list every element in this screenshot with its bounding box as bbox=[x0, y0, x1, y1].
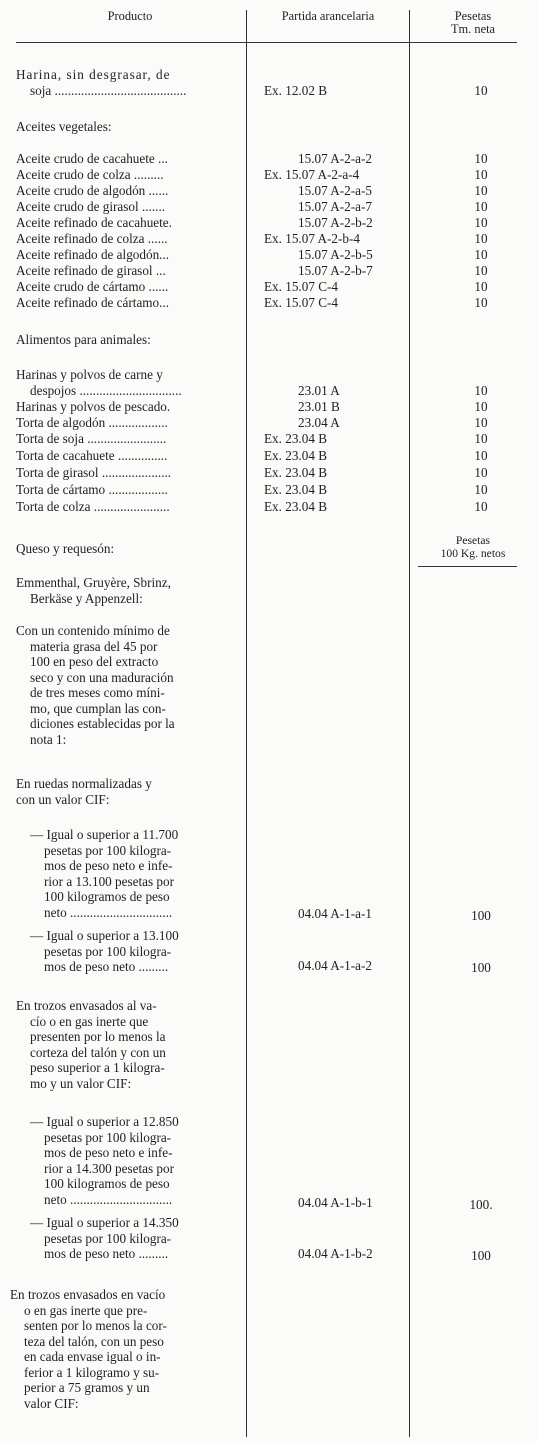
row-product: Torta de cártamo .................. bbox=[16, 482, 168, 497]
item-line: rior a 14.300 pesetas por bbox=[44, 1160, 175, 1176]
price-unit-rule bbox=[418, 566, 517, 567]
row-code: Ex. 23.04 B bbox=[264, 431, 328, 446]
paragraph-line: teza del talón, con un peso bbox=[24, 1333, 164, 1349]
row-code: Ex. 15.07 C-4 bbox=[264, 295, 338, 310]
row-code: 04.04 A-1-b-2 bbox=[298, 1246, 373, 1261]
row-code: 15.07 A-2-b-5 bbox=[298, 247, 373, 262]
row-value: 10 bbox=[474, 83, 488, 98]
price-condition-item bbox=[16, 1215, 242, 1262]
paragraph-line: cío o en gas inerte que bbox=[30, 1013, 149, 1029]
header-price-line1: Pesetas bbox=[454, 9, 492, 23]
row-value: 10 bbox=[474, 151, 488, 166]
row-value: 10 bbox=[474, 215, 488, 230]
paragraph-line: mo, que cumplan las con- bbox=[30, 700, 166, 716]
row-code: Ex. 23.04 B bbox=[264, 465, 328, 480]
row-code: Ex. 23.04 B bbox=[264, 499, 328, 514]
item-line: 100 kilogramos de peso bbox=[44, 889, 170, 904]
cheese-types-line: Berkäse y Appenzell: bbox=[30, 590, 143, 606]
row-code: 23.01 B bbox=[298, 399, 340, 414]
row-code: 15.07 A-2-a-2 bbox=[298, 151, 372, 166]
row-product: Aceite refinado de cacahuete. bbox=[16, 215, 172, 230]
row-code: 04.04 A-1-a-2 bbox=[298, 958, 372, 973]
row-product: Aceite refinado de cártamo... bbox=[16, 295, 170, 310]
row-code: 15.07 A-2-a-7 bbox=[298, 199, 372, 214]
row-code: Ex. 23.04 B bbox=[264, 482, 328, 497]
paragraph-line: materia grasa del 45 por bbox=[30, 638, 158, 654]
paragraph-line: o en gas inerte que pre- bbox=[24, 1302, 148, 1318]
header-price bbox=[420, 10, 526, 36]
row-value: 10 bbox=[474, 279, 488, 294]
paragraph-line: perior a 75 gramos y un bbox=[24, 1380, 150, 1395]
row-value: 10 bbox=[474, 431, 488, 446]
fat-condition-paragraph bbox=[16, 623, 242, 747]
row-value: 10 bbox=[474, 183, 488, 198]
item-line: mos de peso neto e infe- bbox=[44, 858, 173, 873]
section-heading-cheese: Queso y requesón: bbox=[16, 541, 115, 556]
item-line: mos de peso neto ......... bbox=[44, 1246, 169, 1261]
item-line: pesetas por 100 kilogra- bbox=[44, 1230, 172, 1246]
row-value: 100. bbox=[469, 1197, 493, 1212]
row-product: Torta de soja ........................ bbox=[16, 431, 167, 446]
paragraph-line: diciones establecidas por la bbox=[30, 716, 175, 731]
row-value: 10 bbox=[474, 383, 488, 398]
paragraph-line: ferior a 1 kilogramo y su- bbox=[24, 1364, 160, 1380]
paragraph-line: con un valor CIF: bbox=[16, 791, 110, 807]
row-value: 10 bbox=[474, 199, 488, 214]
wheels-paragraph bbox=[16, 776, 242, 807]
row-product: Torta de cacahuete ............... bbox=[16, 448, 168, 463]
paragraph-line: En trozos envasados al va- bbox=[16, 998, 157, 1013]
price-unit-line1: Pesetas bbox=[455, 534, 491, 547]
row-value: 10 bbox=[474, 465, 488, 480]
row-product: Aceite crudo de cacahuete ... bbox=[16, 151, 168, 166]
row-product-cont: soja ........................................ bbox=[30, 83, 187, 98]
row-code: Ex. 23.04 B bbox=[264, 448, 328, 463]
header-price-line2: Tm. neta bbox=[450, 22, 496, 36]
price-unit-line2: 100 Kg. netos bbox=[440, 546, 506, 560]
vacuum-pieces-paragraph bbox=[10, 1287, 242, 1411]
item-line: neto ............................... bbox=[44, 904, 173, 920]
paragraph-line: presenten por lo menos la bbox=[30, 1029, 166, 1044]
item-line: — Igual o superior a 13.100 bbox=[30, 928, 179, 943]
paragraph-line: 100 en peso del extracto bbox=[30, 654, 159, 669]
row-product: Aceite refinado de colza ...... bbox=[16, 231, 168, 246]
row-product-cont: despojos ............................... bbox=[30, 383, 182, 398]
row-product: Torta de algodón .................. bbox=[16, 415, 168, 430]
row-product: Aceite crudo de algodón ...... bbox=[16, 183, 169, 198]
item-line: — Igual o superior a 14.350 bbox=[30, 1215, 179, 1230]
row-value: 10 bbox=[474, 295, 488, 310]
paragraph-line: nota 1: bbox=[30, 731, 67, 747]
row-code: 23.01 A bbox=[298, 383, 340, 398]
row-product: Aceite crudo de colza ......... bbox=[16, 167, 164, 182]
row-code: Ex. 15.07 A-2-b-4 bbox=[264, 231, 360, 246]
row-value: 10 bbox=[474, 263, 488, 278]
pieces-paragraph bbox=[16, 998, 242, 1091]
row-product: Torta de colza ....................... bbox=[16, 499, 170, 514]
row-product: Aceite refinado de algodón... bbox=[16, 247, 170, 262]
row-product: Torta de girasol ..................... bbox=[16, 465, 172, 480]
row-value: 10 bbox=[474, 499, 488, 514]
row-value: 10 bbox=[474, 448, 488, 463]
row-value: 100 bbox=[471, 1248, 491, 1263]
paragraph-line: En trozos envasados en vacío bbox=[10, 1287, 166, 1302]
cheese-types-line: Emmenthal, Gruyère, Sbrinz, bbox=[16, 575, 171, 590]
row-code: Ex. 15.07 C-4 bbox=[264, 279, 338, 294]
paragraph-line: seco y con una maduración bbox=[30, 669, 174, 685]
row-code: 15.07 A-2-b-2 bbox=[298, 215, 373, 230]
item-line: pesetas por 100 kilogra- bbox=[44, 1129, 172, 1145]
price-condition-item bbox=[16, 928, 242, 975]
item-line: 100 kilogramos de peso bbox=[44, 1176, 170, 1191]
item-line: mos de peso neto ......... bbox=[44, 959, 169, 974]
row-value: 100 bbox=[471, 908, 491, 923]
header-rule bbox=[16, 42, 517, 43]
paragraph-line: corteza del talón y con un bbox=[30, 1044, 166, 1060]
price-unit-header bbox=[420, 535, 526, 560]
column-divider-1 bbox=[246, 10, 247, 1437]
item-line: mos de peso neto e infe- bbox=[44, 1145, 173, 1160]
row-code: 15.07 A-2-b-7 bbox=[298, 263, 373, 278]
row-product: Aceite crudo de girasol ....... bbox=[16, 199, 166, 214]
row-value: 10 bbox=[474, 415, 488, 430]
row-product: Aceite refinado de girasol ... bbox=[16, 263, 166, 278]
row-code: 04.04 A-1-b-1 bbox=[298, 1195, 373, 1210]
row-value: 100 bbox=[471, 960, 491, 975]
paragraph-line: de tres meses como míni- bbox=[30, 685, 165, 700]
item-line: pesetas por 100 kilogra- bbox=[44, 842, 172, 858]
item-line: rior a 13.100 pesetas por bbox=[44, 873, 175, 889]
row-product: Aceite crudo de cártamo ...... bbox=[16, 279, 169, 294]
paragraph-line: En ruedas normalizadas y bbox=[16, 776, 152, 791]
paragraph-line: peso superior a 1 kilogra- bbox=[30, 1060, 165, 1075]
row-code: Ex. 15.07 A-2-a-4 bbox=[264, 167, 360, 182]
row-code: 15.07 A-2-a-5 bbox=[298, 183, 372, 198]
paragraph-line: en cada envase igual o in- bbox=[24, 1349, 161, 1364]
paragraph-line: mo y un valor CIF: bbox=[30, 1075, 132, 1091]
row-value: 10 bbox=[474, 167, 488, 182]
paragraph-line: valor CIF: bbox=[24, 1395, 79, 1411]
paragraph-line: senten por lo menos la cor- bbox=[24, 1318, 167, 1333]
row-code: 04.04 A-1-a-1 bbox=[298, 906, 372, 921]
section-heading: Aceites vegetales: bbox=[16, 119, 112, 134]
row-code: 23.04 A bbox=[298, 415, 340, 430]
row-value: 10 bbox=[474, 247, 488, 262]
cheese-types bbox=[16, 575, 242, 606]
row-product: Harinas y polvos de carne y bbox=[16, 367, 163, 382]
price-condition-item bbox=[16, 827, 242, 920]
row-product: Harina, sin desgrasar, de bbox=[16, 67, 171, 82]
item-line: neto ............................... bbox=[44, 1191, 173, 1207]
item-line: — Igual o superior a 11.700 bbox=[30, 827, 179, 842]
row-code: Ex. 12.02 B bbox=[264, 83, 328, 98]
row-value: 10 bbox=[474, 231, 488, 246]
row-value: 10 bbox=[474, 482, 488, 497]
row-value: 10 bbox=[474, 399, 488, 414]
item-line: pesetas por 100 kilogra- bbox=[44, 943, 172, 959]
header-product: Producto bbox=[107, 9, 153, 23]
price-condition-item bbox=[16, 1114, 242, 1207]
paragraph-line: Con un contenido mínimo de bbox=[16, 623, 170, 638]
header-tariff: Partida arancelaria bbox=[281, 9, 375, 23]
row-product: Harinas y polvos de pescado. bbox=[16, 399, 171, 414]
item-line: — Igual o superior a 12.850 bbox=[30, 1114, 179, 1129]
section-heading: Alimentos para animales: bbox=[16, 332, 151, 347]
